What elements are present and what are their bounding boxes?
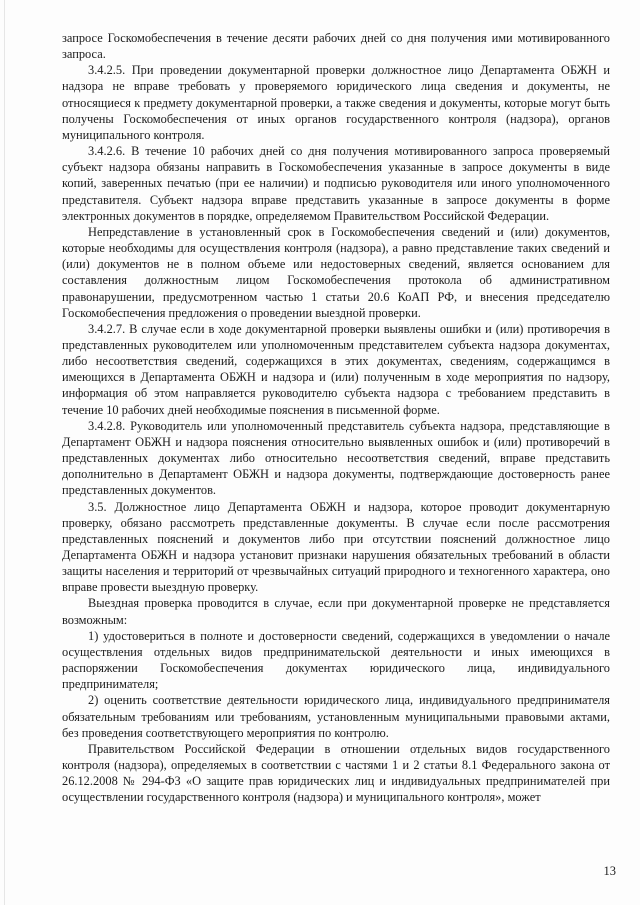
page-edge-line [4, 0, 5, 905]
paragraph-6: 3.4.2.8. Руководитель или уполномоченный представитель субъекта надзора, представляющие в Департамент ОБЖН и надзора пояснения относительно выявленных ошибок и (или) противоречий в представленных документах либо относительно несоответствия сведений, вправе представить дополнительно в Департамент ОБЖН и надзора документы, подтверждающие достоверность ранее представленных документов. [62, 418, 610, 498]
paragraph-3: 3.4.2.6. В течение 10 рабочих дней со дня получения мотивированного запроса проверяемый субъект надзора обязаны направить в Госкомобеспечения указанные в запросе документы в виде копий, заверенных печатью (при ее наличии) и подписью руководителя или иного уполномоченного представителя. Субъект надзора вправе представить указанные в запросе документы в форме электронных документов в порядке, определяемом Правительством Российской Федерации. [62, 144, 610, 223]
paragraph-11: Правительством Российской Федерации в отношении отдельных видов государственного контроля (надзора), определяемых в соответствии с частями 1 и 2 статьи 8.1 Федерального закона от 26.12.2008 № 294-ФЗ «О защите прав юридических лиц и индивидуальных предпринимателей при осуществлении государственного контроля (надзора) и муниципального контроля», может [62, 741, 610, 805]
paragraph-1: запросе Госкомобеспечения в течение десяти рабочих дней со дня получения ими мотивированного запроса. [62, 31, 610, 62]
paragraph-7: 3.5. Должностное лицо Департамента ОБЖН и надзора, которое проводит документарную проверку, обязано рассмотреть представленные документы. В случае если после рассмотрения представленных пояснений и документов либо при отсутствии пояснений должностное лицо Департамента ОБЖН и надзора установит признаки нарушения обязательных требований в области защиты населения и территорий от чрезвычайных ситуаций природного и техногенного характера, оно вправе провести выездную проверку. [62, 499, 610, 595]
page-number: 13 [603, 864, 616, 878]
paragraph-4: Непредставление в установленный срок в Госкомобеспечения сведений и (или) документов, которые необходимы для осуществления контроля (надзора), а равно представление таких сведений и (или) документов не в полном объеме или недостоверных сведений, является основанием для составления должностным лицом Госкомобеспечения протокола об административном правонарушении, предусмотренном частью 1 статьи 20.6 КоАП РФ, и внесения председателю Госкомобеспечения предложения о проведении выездной проверки. [62, 224, 610, 320]
paragraph-8: Выездная проверка проводится в случае, если при документарной проверке не представляется возможным: [62, 596, 610, 627]
paragraph-9: 1) удостовериться в полноте и достоверности сведений, содержащихся в уведомлении о начале осуществления отдельных видов предпринимательской деятельности и иных имеющихся в распоряжении Госкомобеспечения документах юридического лица, индивидуального предпринимателя; [62, 628, 610, 692]
document-body [62, 30, 610, 806]
paragraph-10: 2) оценить соответствие деятельности юридического лица, индивидуального предпринимателя обязательным требованиям или требованиям, установленным муниципальными правовыми актами, без проведения соответствующего мероприятия по контролю. [62, 693, 610, 740]
paragraph-5: 3.4.2.7. В случае если в ходе документарной проверки выявлены ошибки и (или) противоречия в представленных руководителем или уполномоченным представителем субъекта надзора документах, либо несоответствия сведений, содержащихся в этих документах, сведениям, содержащимся в имеющихся в Департамента ОБЖН и надзора и (или) полученным в ходе мероприятия по надзору, информация об этом направляется руководителю субъекта надзора с требованием представить в течение 10 рабочих дней необходимые пояснения в письменной форме. [62, 321, 610, 417]
paragraph-2: 3.4.2.5. При проведении документарной проверки должностное лицо Департамента ОБЖН и надзора не вправе требовать у проверяемого юридического лица сведения и документы, не относящиеся к предмету документарной проверки, а также сведения и документы, которые могут быть получены Госкомобеспечения от иных органов государственного контроля (надзора), органов муниципального контроля. [62, 63, 610, 142]
